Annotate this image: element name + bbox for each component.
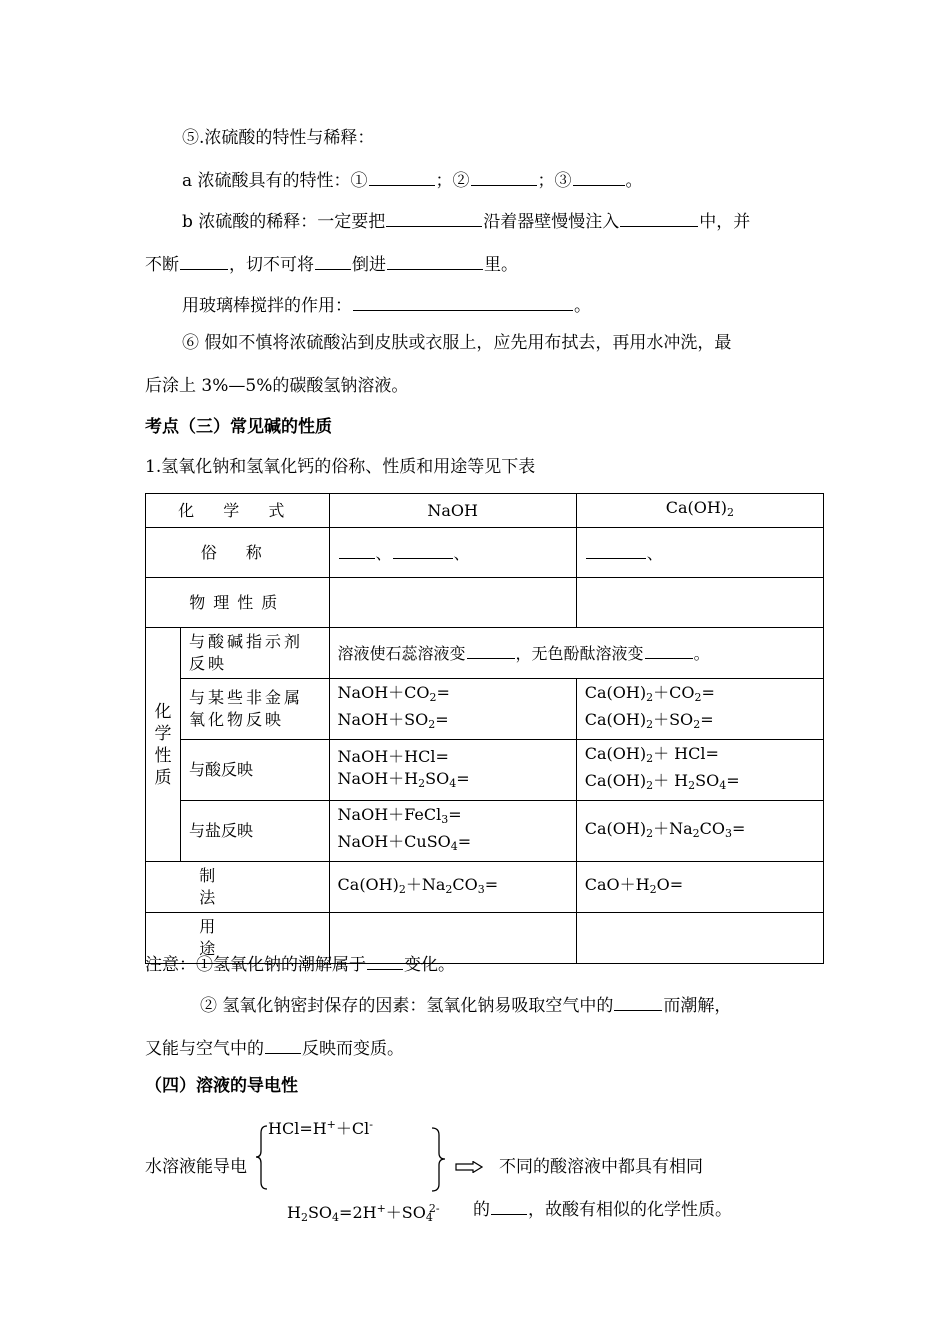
table-row (146, 528, 824, 578)
section-5-title: ⑤.浓硫酸的特性与稀释： (182, 128, 375, 148)
caoh2-oxide: $Ca(OH)_2+CO_2=$ $Ca(OH)_2+SO_2=$ (576, 679, 823, 740)
text: ；③ (537, 171, 572, 191)
chemical-properties-label (146, 628, 181, 862)
text: 、 (453, 543, 470, 563)
blank[interactable] (393, 541, 453, 559)
note-2 (200, 993, 731, 1018)
text: 。 (625, 171, 643, 191)
blank[interactable] (614, 993, 662, 1011)
note-1 (145, 952, 455, 977)
text: 、 (646, 543, 663, 563)
blank[interactable] (471, 168, 537, 186)
text: 倒进 (352, 255, 386, 275)
caoh2-common-name (576, 528, 823, 578)
row-oxide: 与某些非金属氧化物反映 (180, 679, 329, 740)
conduct-right-a: 不同的酸溶液中都具有相同 (499, 1157, 703, 1177)
blank[interactable] (620, 209, 698, 227)
hcl-equation: HCl=H+＋Cl- (268, 1118, 373, 1138)
note-3 (145, 1036, 404, 1061)
text: 注意：①氢氧化钠的潮解属于 (145, 955, 366, 975)
blank[interactable] (386, 209, 482, 227)
blank[interactable] (353, 293, 573, 311)
text: ，无色酚酞溶液变 (515, 644, 644, 663)
text: ，故酸有相似的化学性质。 (528, 1200, 732, 1220)
naoh-preparation: $Ca(OH)_2+Na_2CO_3=$ (329, 862, 576, 913)
base-properties-table (145, 493, 824, 964)
table-row (146, 578, 824, 628)
row-common-name: 俗 称 (146, 528, 330, 578)
char: 质 (154, 767, 172, 788)
caoh2-acid: $Ca(OH)_2+ HCl=$ $Ca(OH)_2+ H_2SO_4=$ (576, 740, 823, 801)
row-physical: 物理性质 (146, 578, 330, 628)
caoh2-uses (576, 913, 823, 964)
naoh-acid: NaOH＋HCl= $NaOH+H_2SO_4=$ (329, 740, 576, 801)
text: 中，并 (699, 212, 751, 232)
text: 里。 (484, 255, 518, 275)
text: a 浓硫酸具有的特性：① (182, 171, 368, 191)
text: ；② (435, 171, 470, 191)
table-row (146, 494, 824, 528)
blank[interactable] (491, 1197, 527, 1215)
right-brace (430, 1127, 446, 1192)
text: 沿着器壁慢慢注入 (483, 212, 620, 232)
naoh-physical (329, 578, 576, 628)
text: 而潮解， (663, 996, 732, 1016)
section-6-line1: ⑥ 假如不慎将浓硫酸沾到皮肤或衣服上，应先用布拭去，再用水冲洗，最 (182, 333, 732, 353)
section-6-line2: 后涂上 3%—5%的碳酸氢钠溶液。 (145, 376, 409, 396)
blank[interactable] (265, 1036, 301, 1054)
row-preparation: 制 法 (146, 862, 330, 913)
text: 反映而变质。 (302, 1039, 404, 1059)
text: b 浓硫酸的稀释：一定要把 (182, 212, 386, 232)
naoh-common-name (329, 528, 576, 578)
caoh2-preparation: $CaO+H_2O=$ (576, 862, 823, 913)
char: 化 (154, 701, 172, 722)
text: Ca(OH) (665, 498, 728, 517)
indicator-result (329, 628, 823, 679)
row-indicator: 与酸碱指示剂反映 (180, 628, 329, 679)
char: 学 (154, 723, 172, 744)
blank[interactable] (367, 952, 403, 970)
blank[interactable] (645, 641, 693, 659)
table-row (146, 801, 824, 862)
conduct-left-label: 水溶液能导电 (145, 1157, 247, 1177)
subscript: 2 (727, 506, 735, 519)
naoh-oxide: $NaOH+CO_2=$ $NaOH+SO_2=$ (329, 679, 576, 740)
glass-rod-purpose (182, 293, 591, 318)
text: ② 氢氧化钠密封保存的因素：氢氧化钠易吸取空气中的 (200, 996, 614, 1016)
blank[interactable] (573, 168, 625, 186)
blank[interactable] (387, 252, 483, 270)
header-formula: 化 学 式 (146, 494, 330, 528)
h2so4-equation: $H_2SO_4=2H^++SO_4^{2-}$ (287, 1202, 440, 1224)
text: 不断 (145, 255, 179, 275)
table-row (146, 740, 824, 801)
text: 。 (693, 644, 710, 663)
text: 、 (375, 543, 392, 563)
header-naoh: NaOH (329, 494, 576, 528)
section-5b (182, 209, 750, 234)
blank[interactable] (369, 168, 435, 186)
header-caoh2 (576, 494, 823, 528)
char: 性 (154, 745, 172, 766)
text: 用玻璃棒搅拌的作用： (182, 296, 352, 316)
table-row (146, 679, 824, 740)
blank[interactable] (586, 541, 646, 559)
left-brace (255, 1125, 269, 1190)
text: 变化。 (404, 955, 455, 975)
heading-4: （四）溶液的导电性 (145, 1076, 298, 1096)
naoh-salt: NaOH＋FeCl$_3$= NaOH＋CuSO$_4$= (329, 801, 576, 862)
text: 。 (574, 296, 591, 316)
table-row (146, 862, 824, 913)
table-row (146, 628, 824, 679)
text: 的 (473, 1200, 490, 1220)
blank[interactable] (315, 252, 351, 270)
blank[interactable] (180, 252, 228, 270)
row-acid: 与酸反映 (180, 740, 329, 801)
text: 又能与空气中的 (145, 1039, 264, 1059)
blank[interactable] (339, 541, 375, 559)
implies-arrow-icon (455, 1161, 483, 1173)
conduct-right-b (473, 1197, 732, 1222)
row-uses: 用 途 (146, 913, 330, 964)
blank[interactable] (467, 641, 515, 659)
table-intro: 1.氢氧化钠和氢氧化钙的俗称、性质和用途等见下表 (145, 457, 536, 477)
caoh2-salt: $Ca(OH)_2+Na_2CO_3=$ (576, 801, 823, 862)
heading-3: 考点（三）常见碱的性质 (145, 417, 332, 437)
text: 溶液使石蕊溶液变 (337, 644, 466, 663)
text: ，切不可将 (229, 255, 314, 275)
row-salt: 与盐反映 (180, 801, 329, 862)
section-5a (182, 168, 643, 193)
caoh2-physical (576, 578, 823, 628)
section-5b-cont (145, 252, 518, 277)
